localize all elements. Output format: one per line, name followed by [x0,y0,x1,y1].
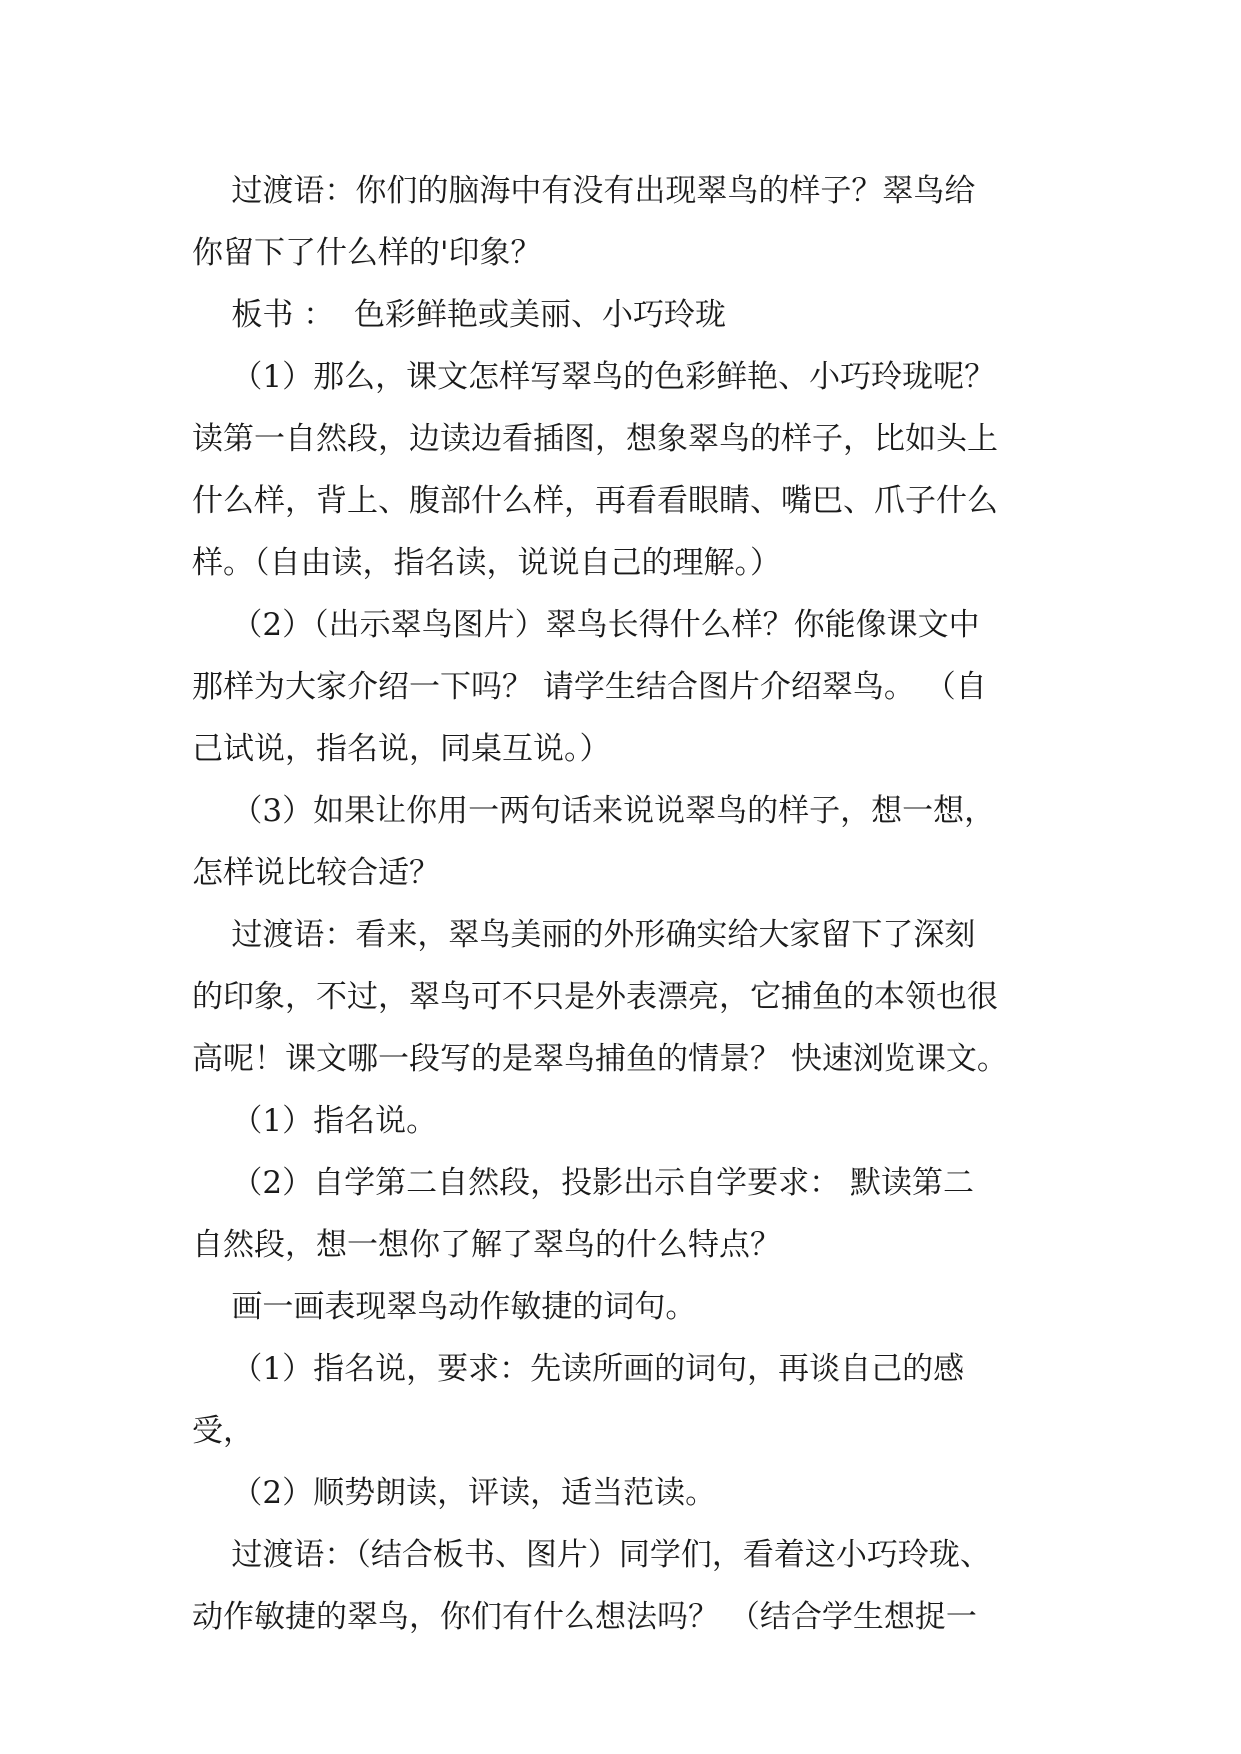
text-line: 自然段，想一想你了解了翠鸟的什么特点？ [192,1227,781,1263]
text-line: 受， [192,1413,254,1449]
text-line: （1）那么，课文怎样写翠鸟的色彩鲜艳、小巧玲珑呢？ [192,359,996,395]
text-line: （1）指名说。 [192,1103,438,1139]
text-line: 画一画表现翠鸟动作敏捷的词句。 [192,1289,697,1325]
text-line: 过渡语：看来，翠鸟美丽的外形确实给大家留下了深刻 [192,917,976,953]
text-line: （2）自学第二自然段，投影出示自学要求： 默读第二 [192,1165,974,1201]
text-line: （1）指名说，要求：先读所画的词句，再谈自己的感 [192,1351,965,1387]
text-line: 板书 ： 色彩鲜艳或美丽、小巧玲珑 [192,297,726,333]
text-line: 怎样说比较合适？ [192,855,440,891]
text-line: 样。（自由读，指名读，说说自己的理解。） [192,545,781,581]
text-line: （2）顺势朗读，评读，适当范读。 [192,1475,717,1511]
text-line: 过渡语：你们的脑海中有没有出现翠鸟的样子？翠鸟给 [192,173,976,209]
text-line: （2）（出示翠鸟图片）翠鸟长得什么样？你能像课文中 [192,607,980,643]
text-line: 那样为大家介绍一下吗？ 请学生结合图片介绍翠鸟。 （自 [192,669,987,705]
text-line: 什么样，背上、腹部什么样，再看看眼睛、嘴巴、爪子什么 [192,483,998,519]
text-line: 己试说，指名说，同桌互说。） [192,731,611,767]
text-line: 的印象，不过，翠鸟可不只是外表漂亮，它捕鱼的本领也很 [192,979,998,1015]
text-line: （3）如果让你用一两句话来说说翠鸟的样子，想一想， [192,793,996,829]
document-body [192,160,1062,1648]
text-line: 读第一自然段，边读边看插图，想象翠鸟的样子，比如头上 [192,421,998,457]
text-line: 过渡语：（结合板书、图片）同学们，看着这小巧玲珑、 [192,1537,991,1573]
text-line: 你留下了什么样的'印象？ [192,235,542,271]
text-line: 动作敏捷的翠鸟，你们有什么想法吗？ （结合学生想捉一 [192,1599,977,1635]
text-line: 高呢！课文哪一段写的是翠鸟捕鱼的情景？ 快速浏览课文。 [192,1041,1008,1077]
